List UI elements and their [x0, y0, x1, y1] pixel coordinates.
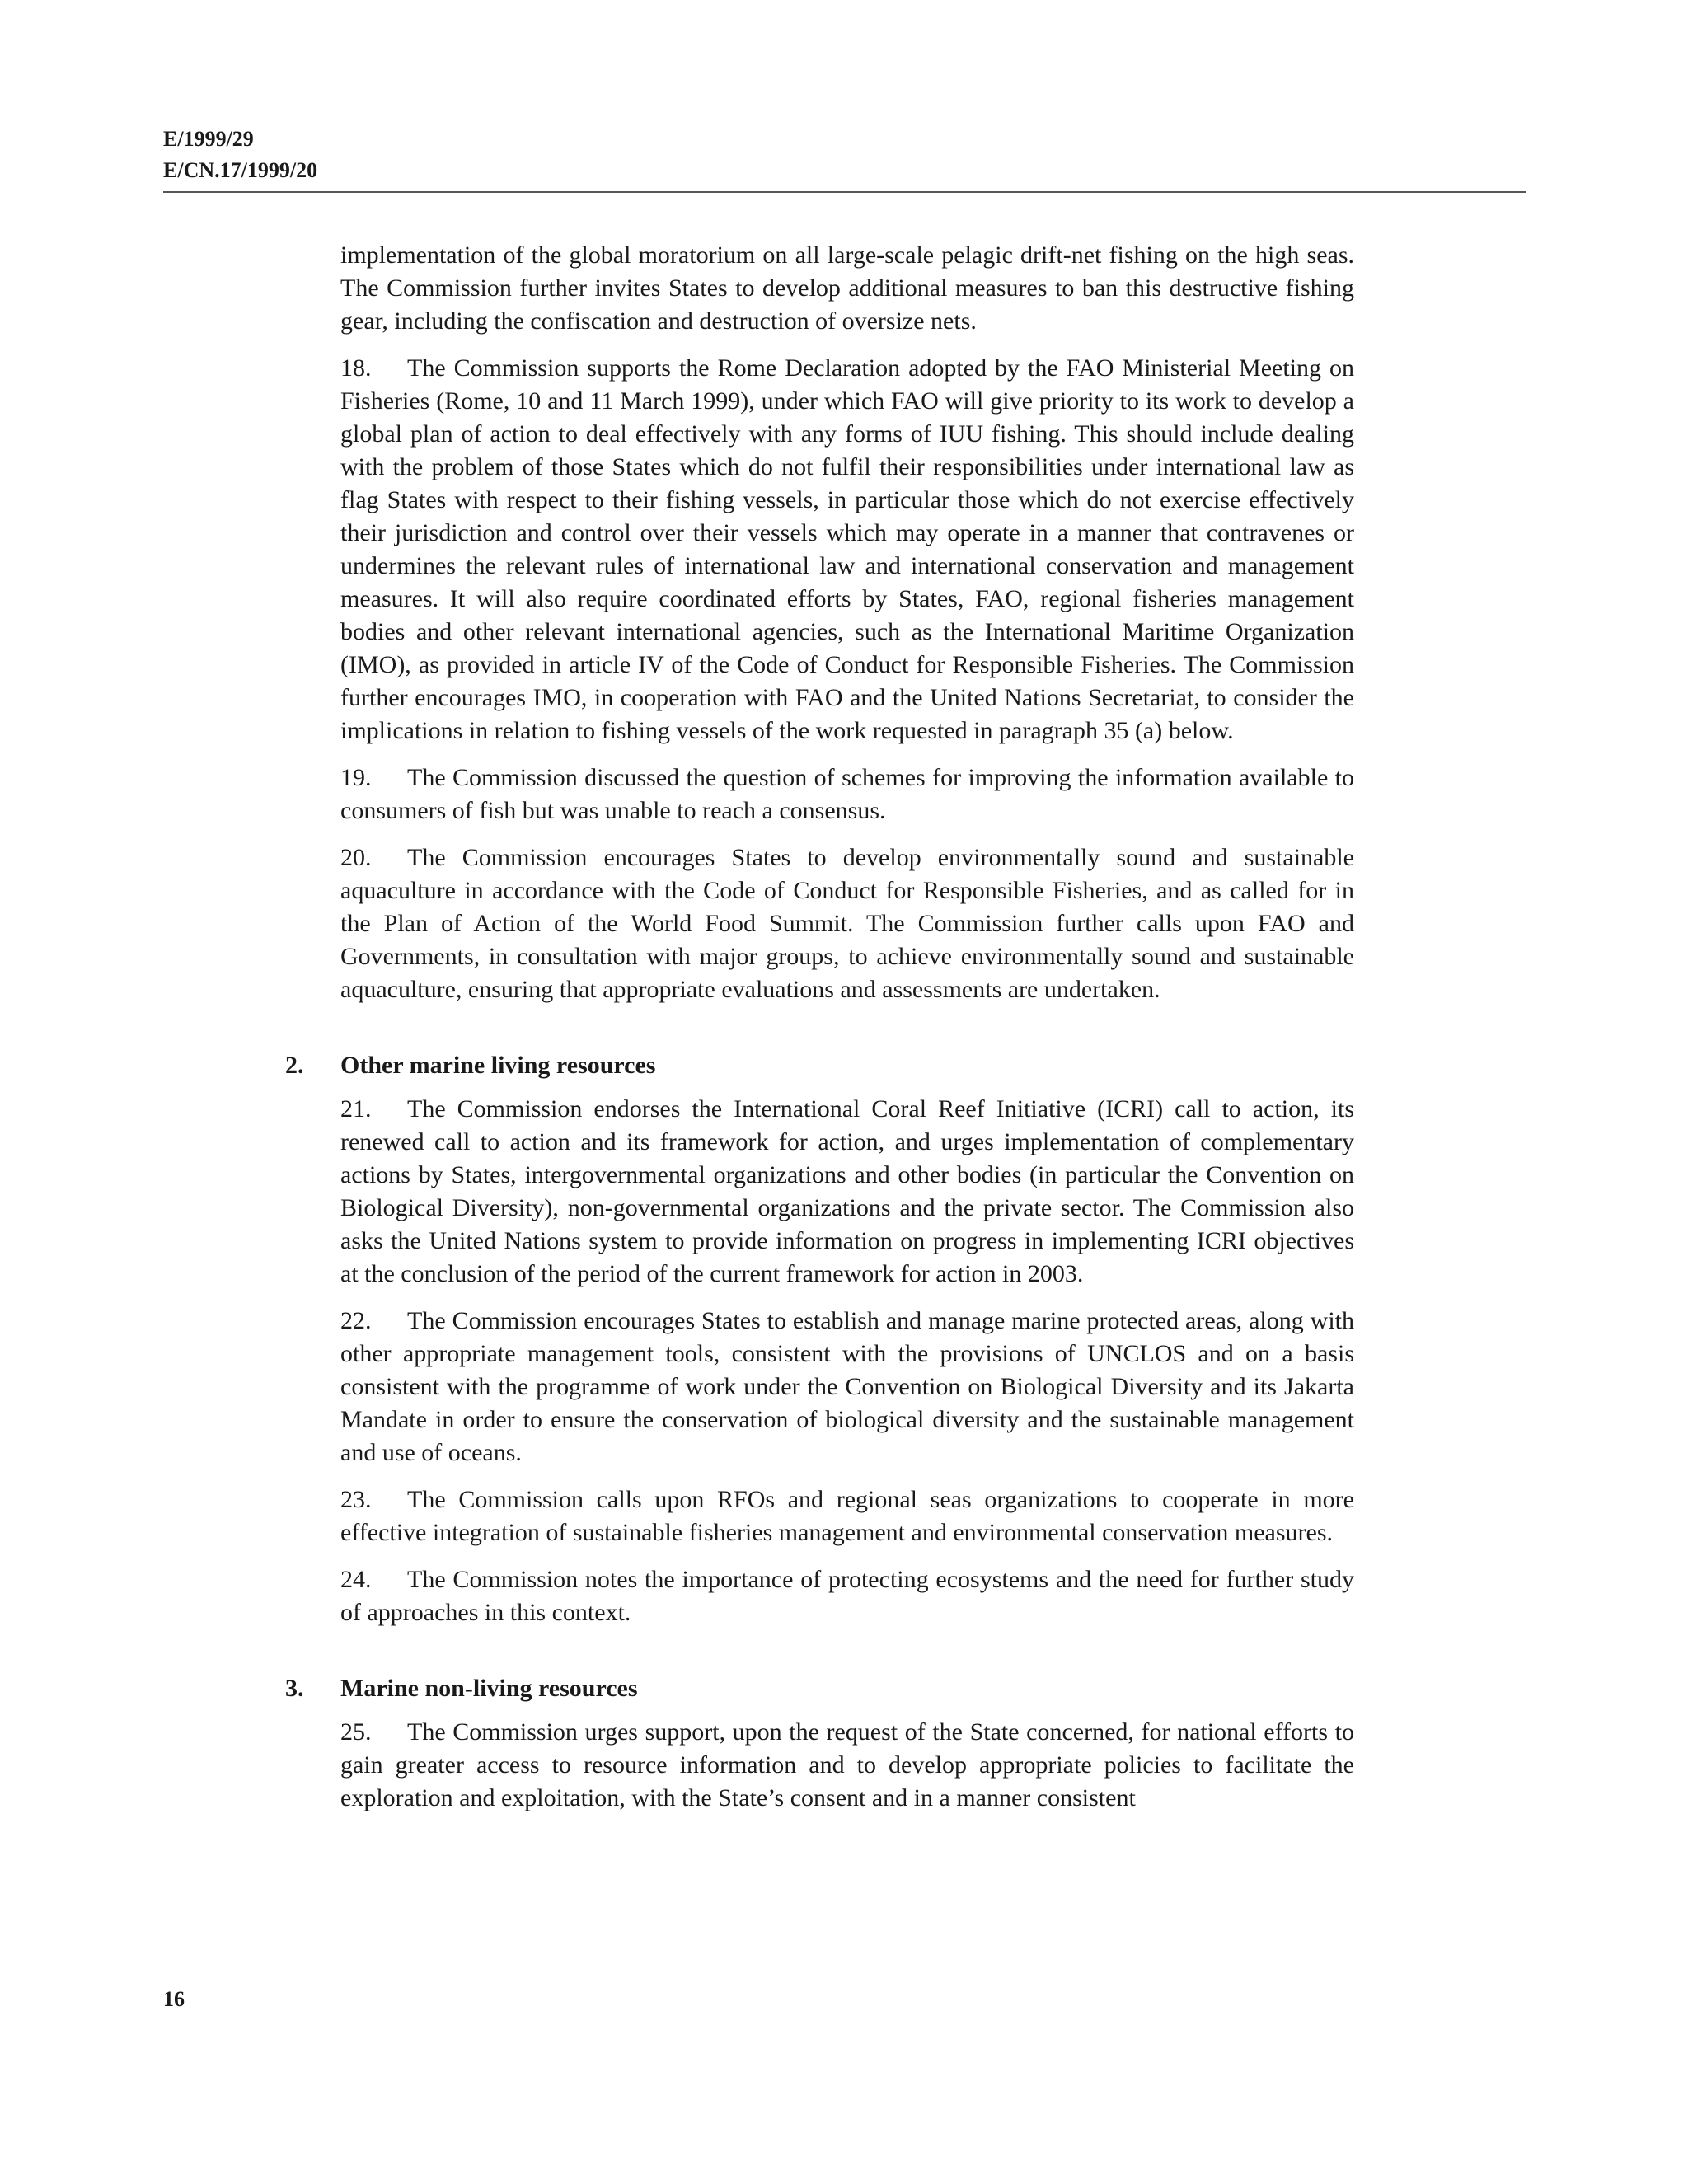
document-symbol-1: E/1999/29	[163, 127, 254, 151]
paragraph-text: The Commission discussed the question of schemes for improving the information available to consumers of fish but was unable to reach a consensus.	[340, 764, 1354, 824]
paragraph-number: 22.	[340, 1307, 372, 1334]
paragraph-19	[340, 762, 1354, 827]
paragraph-22	[340, 1305, 1354, 1469]
paragraph-24	[340, 1563, 1354, 1629]
paragraph-number: 21.	[340, 1095, 372, 1122]
body-column	[285, 239, 1354, 1829]
paragraph-text: The Commission supports the Rome Declaration adopted by the FAO Ministerial Meeting on Fisheries (Rome, 10 and 11 March 1999), under which FAO will give priority to its work to develop a global plan of action to deal effectively with any forms of IUU fishing. This should include dealing with the problem of those States which do not fulfil their responsibilities under international law as flag States with respect to their fishing vessels, in particular those which do not exercise effectively their jurisdiction and control over their vessels which may operate in a manner that contravenes or undermines the relevant rules of international law and international conservation and management measures. It will also require coordinated efforts by States, FAO, regional fisheries management bodies and other relevant international agencies, such as the International Maritime Organization (IMO), as provided in article IV of the Code of Conduct for Responsible Fisheries. The Commission further encourages IMO, in cooperation with FAO and the United Nations Secretariat, to consider the implications in relation to fishing vessels of the work requested in paragraph 35 (a) below.	[340, 354, 1354, 744]
paragraph-text: The Commission calls upon RFOs and regional seas organizations to cooperate in more effective integration of sustainable fisheries management and environmental conservation measures.	[340, 1486, 1354, 1546]
document-symbols	[163, 124, 317, 186]
section-heading-2	[285, 1049, 1354, 1082]
paragraph-text: The Commission encourages States to establish and manage marine protected areas, along with other appropriate management tools, consistent with the provisions of UNCLOS and on a basis consistent with the programme of work under the Convention on Biological Diversity and its Jakarta Mandate in order to ensure the conservation of biological diversity and the sustainable management and use of oceans.	[340, 1307, 1354, 1466]
paragraph-text: The Commission endorses the International Coral Reef Initiative (ICRI) call to action, its renewed call to action and its framework for action, and urges implementation of complementary actions by States, intergovernmental organizations and other bodies (in particular the Convention on Biological Diversity), non-governmental organizations and the private sector. The Commission also asks the United Nations system to provide information on progress in implementing ICRI objectives at the conclusion of the period of the current framework for action in 2003.	[340, 1095, 1354, 1287]
section-title: Marine non-living resources	[340, 1675, 638, 1702]
paragraph-23	[340, 1483, 1354, 1549]
paragraph-21	[340, 1093, 1354, 1291]
header-rule	[163, 191, 1526, 193]
paragraph-number: 24.	[340, 1566, 372, 1593]
paragraph-text: The Commission urges support, upon the request of the State concerned, for national efforts to gain greater access to resource information and to develop appropriate policies to facilitate the exploration and exploitation, with the State’s consent and in a manner consistent	[340, 1718, 1354, 1811]
paragraph-number: 23.	[340, 1486, 372, 1513]
paragraph-20	[340, 841, 1354, 1006]
paragraph-number: 25.	[340, 1718, 372, 1746]
paragraph-number: 20.	[340, 844, 372, 871]
paragraph-number: 19.	[340, 764, 372, 791]
paragraph-text: The Commission notes the importance of protecting ecosystems and the need for further study of approaches in this context.	[340, 1566, 1354, 1626]
section-title: Other marine living resources	[340, 1052, 656, 1079]
paragraph-text: The Commission encourages States to develop environmentally sound and sustainable aquaculture in accordance with the Code of Conduct for Responsible Fisheries, and as called for in the Plan of Action of the World Food Summit. The Commission further calls upon FAO and Governments, in consultation with major groups, to achieve environmentally sound and sustainable aquaculture, ensuring that appropriate evaluations and assessments are undertaken.	[340, 844, 1354, 1003]
section-number: 2.	[285, 1052, 304, 1079]
paragraph-25	[340, 1716, 1354, 1815]
document-symbol-2: E/CN.17/1999/20	[163, 158, 318, 182]
page-number: 16	[163, 1987, 185, 2011]
continuation-paragraph	[340, 239, 1354, 338]
paragraph-18	[340, 352, 1354, 748]
paragraph-number: 18.	[340, 354, 372, 382]
section-heading-3	[285, 1672, 1354, 1705]
paragraph-text: implementation of the global moratorium on all large-scale pelagic drift-net fishing on the high seas. The Commission further invites States to develop additional measures to ban this destructive fishing gear, including the confiscation and destruction of oversize nets.	[340, 241, 1354, 335]
section-number: 3.	[285, 1675, 304, 1702]
